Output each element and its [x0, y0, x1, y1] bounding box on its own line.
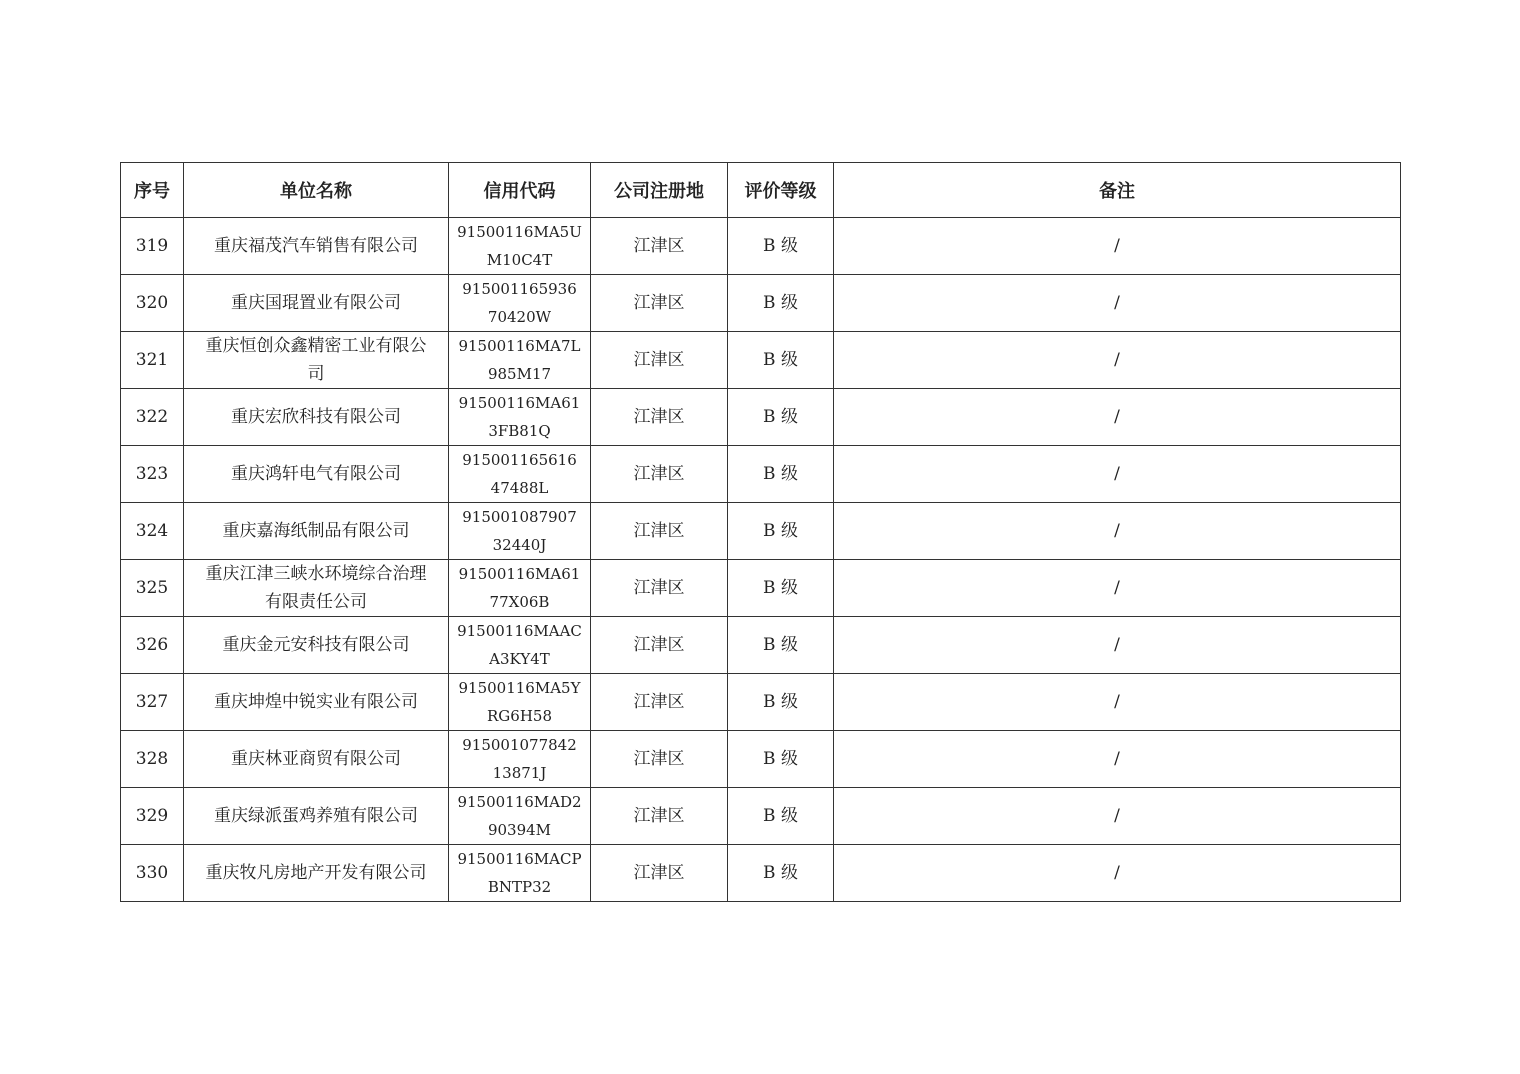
credit-code: 91500116MA7L 985M17: [449, 332, 591, 389]
registered-location: 江津区: [591, 218, 728, 275]
company-name: 重庆恒创众鑫精密工业有限公司: [184, 332, 449, 389]
company-name: 重庆绿派蛋鸡养殖有限公司: [184, 788, 449, 845]
registered-location: 江津区: [591, 503, 728, 560]
remarks: /: [834, 389, 1401, 446]
rating-grade: B 级: [728, 731, 834, 788]
row-index: 330: [121, 845, 184, 902]
rating-grade: B 级: [728, 218, 834, 275]
company-name: 重庆宏欣科技有限公司: [184, 389, 449, 446]
credit-code: 915001077842 13871J: [449, 731, 591, 788]
registered-location: 江津区: [591, 731, 728, 788]
table-row: [121, 674, 1401, 731]
remarks: /: [834, 731, 1401, 788]
credit-code: 915001165616 47488L: [449, 446, 591, 503]
rating-grade: B 级: [728, 617, 834, 674]
remarks: /: [834, 617, 1401, 674]
credit-code: 91500116MACP BNTP32: [449, 845, 591, 902]
row-index: 323: [121, 446, 184, 503]
rating-grade: B 级: [728, 332, 834, 389]
remarks: /: [834, 218, 1401, 275]
row-index: 321: [121, 332, 184, 389]
row-index: 325: [121, 560, 184, 617]
company-name: 重庆牧凡房地产开发有限公司: [184, 845, 449, 902]
row-index: 324: [121, 503, 184, 560]
header-company-name: 单位名称: [184, 163, 449, 218]
rating-grade: B 级: [728, 560, 834, 617]
remarks: /: [834, 845, 1401, 902]
company-name: 重庆坤煌中锐实业有限公司: [184, 674, 449, 731]
table-row: [121, 275, 1401, 332]
rating-grade: B 级: [728, 389, 834, 446]
registered-location: 江津区: [591, 788, 728, 845]
header-credit-code: 信用代码: [449, 163, 591, 218]
table-row: [121, 446, 1401, 503]
registered-location: 江津区: [591, 332, 728, 389]
registered-location: 江津区: [591, 446, 728, 503]
table-row: [121, 332, 1401, 389]
header-remarks: 备注: [834, 163, 1401, 218]
registered-location: 江津区: [591, 617, 728, 674]
remarks: /: [834, 503, 1401, 560]
registered-location: 江津区: [591, 845, 728, 902]
credit-code: 91500116MA61 77X06B: [449, 560, 591, 617]
row-index: 328: [121, 731, 184, 788]
rating-grade: B 级: [728, 275, 834, 332]
table-row: [121, 731, 1401, 788]
rating-grade: B 级: [728, 503, 834, 560]
header-index: 序号: [121, 163, 184, 218]
row-index: 322: [121, 389, 184, 446]
table-row: [121, 503, 1401, 560]
credit-code: 91500116MAD2 90394M: [449, 788, 591, 845]
credit-code: 91500116MA5U M10C4T: [449, 218, 591, 275]
credit-code: 91500116MA61 3FB81Q: [449, 389, 591, 446]
credit-code: 915001165936 70420W: [449, 275, 591, 332]
header-rating-grade: 评价等级: [728, 163, 834, 218]
remarks: /: [834, 674, 1401, 731]
credit-code: 91500116MA5Y RG6H58: [449, 674, 591, 731]
rating-grade: B 级: [728, 788, 834, 845]
table-row: [121, 617, 1401, 674]
rating-table-container: [120, 162, 1400, 902]
row-index: 329: [121, 788, 184, 845]
rating-grade: B 级: [728, 845, 834, 902]
remarks: /: [834, 446, 1401, 503]
credit-code: 91500116MAAC A3KY4T: [449, 617, 591, 674]
company-name: 重庆江津三峡水环境综合治理有限责任公司: [184, 560, 449, 617]
table-row: [121, 560, 1401, 617]
company-name: 重庆金元安科技有限公司: [184, 617, 449, 674]
rating-grade: B 级: [728, 674, 834, 731]
remarks: /: [834, 560, 1401, 617]
registered-location: 江津区: [591, 275, 728, 332]
company-name: 重庆林亚商贸有限公司: [184, 731, 449, 788]
remarks: /: [834, 788, 1401, 845]
rating-table: [120, 162, 1401, 902]
company-name: 重庆鸿轩电气有限公司: [184, 446, 449, 503]
row-index: 326: [121, 617, 184, 674]
header-registered-location: 公司注册地: [591, 163, 728, 218]
table-header-row: [121, 163, 1401, 218]
table-row: [121, 389, 1401, 446]
remarks: /: [834, 332, 1401, 389]
table-row: [121, 218, 1401, 275]
company-name: 重庆福茂汽车销售有限公司: [184, 218, 449, 275]
row-index: 320: [121, 275, 184, 332]
credit-code: 915001087907 32440J: [449, 503, 591, 560]
registered-location: 江津区: [591, 674, 728, 731]
row-index: 319: [121, 218, 184, 275]
company-name: 重庆国琨置业有限公司: [184, 275, 449, 332]
table-row: [121, 788, 1401, 845]
row-index: 327: [121, 674, 184, 731]
registered-location: 江津区: [591, 389, 728, 446]
rating-grade: B 级: [728, 446, 834, 503]
remarks: /: [834, 275, 1401, 332]
table-row: [121, 845, 1401, 902]
company-name: 重庆嘉海纸制品有限公司: [184, 503, 449, 560]
registered-location: 江津区: [591, 560, 728, 617]
